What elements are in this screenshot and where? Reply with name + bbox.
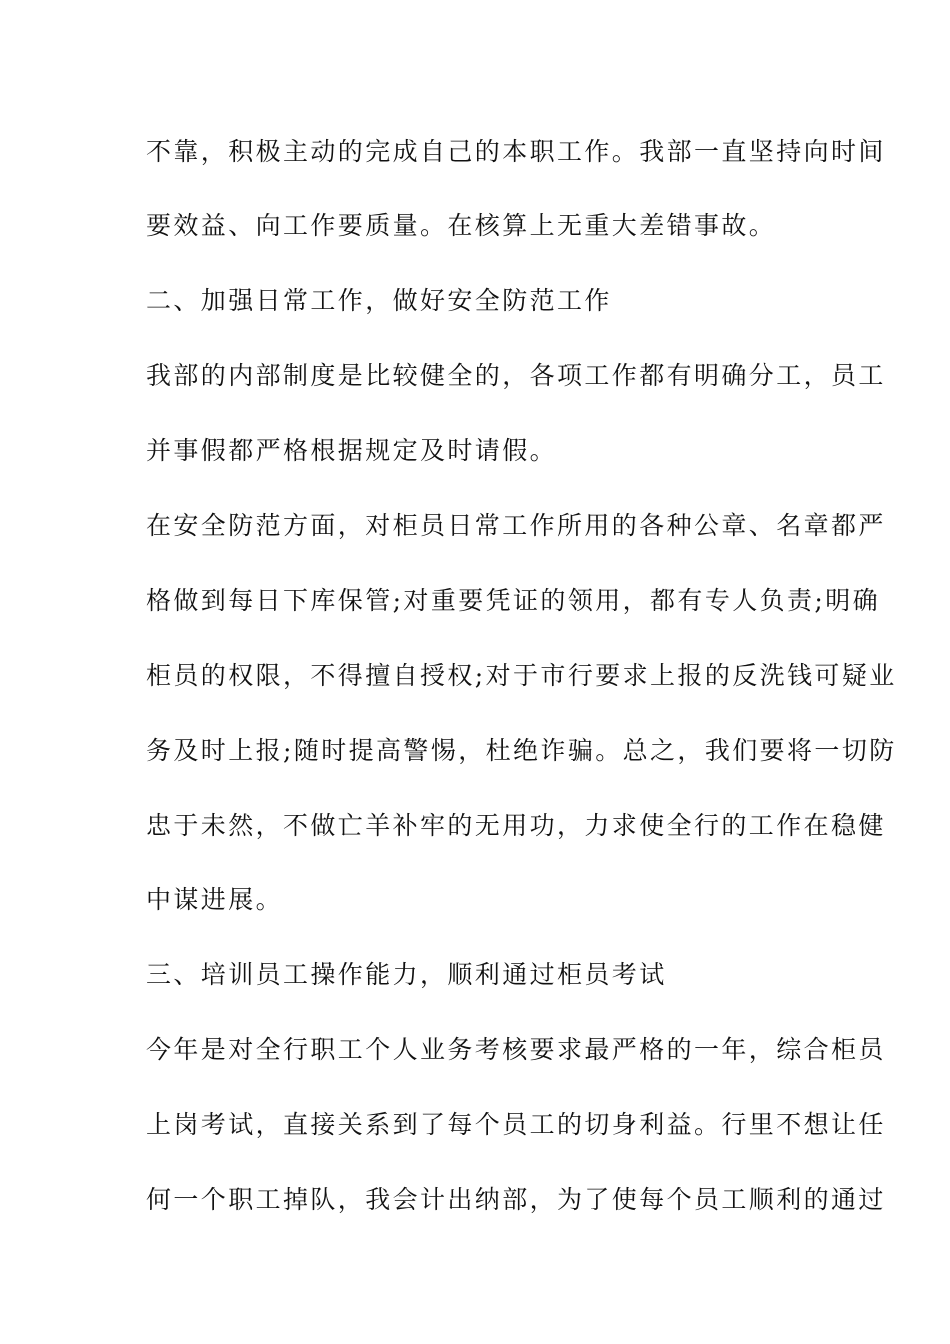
text-line: 格做到每日下库保管;对重要凭证的领用，都有专人负责;明确 — [146, 586, 881, 615]
text-line: 务及时上报;随时提高警惕，杜绝诈骗。总之，我们要将一切防 — [146, 736, 897, 765]
text-line: 今年是对全行职工个人业务考核要求最严格的一年，综合柜员 — [146, 1035, 886, 1064]
text-line: 上岗考试，直接关系到了每个员工的切身利益。行里不想让任 — [146, 1110, 886, 1139]
text-line: 柜员的权限，不得擅自授权;对于市行要求上报的反洗钱可疑业 — [146, 661, 897, 690]
text-line: 并事假都严格根据规定及时请假。 — [146, 436, 558, 465]
text-line: 要效益、向工作要质量。在核算上无重大差错事故。 — [146, 211, 777, 240]
text-line: 不靠，积极主动的完成自己的本职工作。我部一直坚持向时间 — [146, 137, 886, 166]
text-line: 中谋进展。 — [146, 885, 284, 914]
section-heading: 三、培训员工操作能力，顺利通过柜员考试 — [146, 960, 667, 989]
text-line: 何一个职工掉队，我会计出纳部，为了使每个员工顺利的通过 — [146, 1185, 886, 1214]
text-line: 我部的内部制度是比较健全的，各项工作都有明确分工，员工 — [146, 361, 886, 390]
text-line: 在安全防范方面，对柜员日常工作所用的各种公章、名章都严 — [146, 511, 886, 540]
section-heading: 二、加强日常工作，做好安全防范工作 — [146, 286, 612, 315]
text-line: 忠于未然，不做亡羊补牢的无用功，力求使全行的工作在稳健 — [146, 811, 886, 840]
